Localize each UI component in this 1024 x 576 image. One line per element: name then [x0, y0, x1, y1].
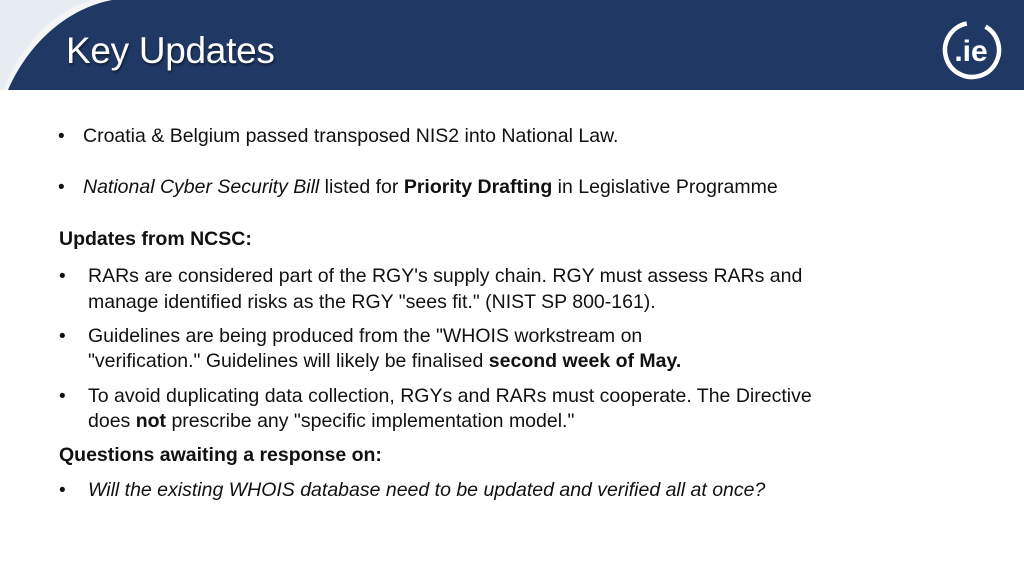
question-item-1: Will the existing WHOIS database need to be updated and verified all at once?: [88, 479, 766, 501]
bullet-icon: •: [58, 177, 65, 198]
bullet-icon: •: [59, 266, 66, 287]
top-point-2: National Cyber Security Bill listed for Priority Drafting in Legislative Programme: [83, 176, 778, 198]
page-title: Key Updates: [66, 30, 275, 71]
bullet-icon: •: [59, 480, 66, 501]
questions-heading: Questions awaiting a response on:: [59, 444, 382, 466]
ncsc-item-1-line-1: RARs are considered part of the RGY's supply chain. RGY must assess RARs and: [88, 265, 803, 287]
ncsc-item-3-line-2: does not prescribe any "specific implementation model.": [88, 410, 575, 432]
ncsc-heading: Updates from NCSC:: [59, 228, 252, 250]
bullet-icon: •: [58, 126, 65, 147]
ncsc-item-1-line-2: manage identified risks as the RGY "sees fit." (NIST SP 800-161).: [88, 291, 656, 313]
bullet-icon: •: [59, 326, 66, 347]
ncsc-item-3-line-1: To avoid duplicating data collection, RGYs and RARs must cooperate. The Directive: [88, 385, 812, 407]
ncsc-item-2-line-2: "verification." Guidelines will likely be finalised second week of May.: [88, 350, 682, 372]
logo-text: .ie: [954, 35, 988, 68]
bullet-icon: •: [59, 386, 66, 407]
top-point-1: Croatia & Belgium passed transposed NIS2 into National Law.: [83, 125, 619, 147]
ncsc-item-2-line-1: Guidelines are being produced from the "WHOIS workstream on: [88, 325, 643, 347]
